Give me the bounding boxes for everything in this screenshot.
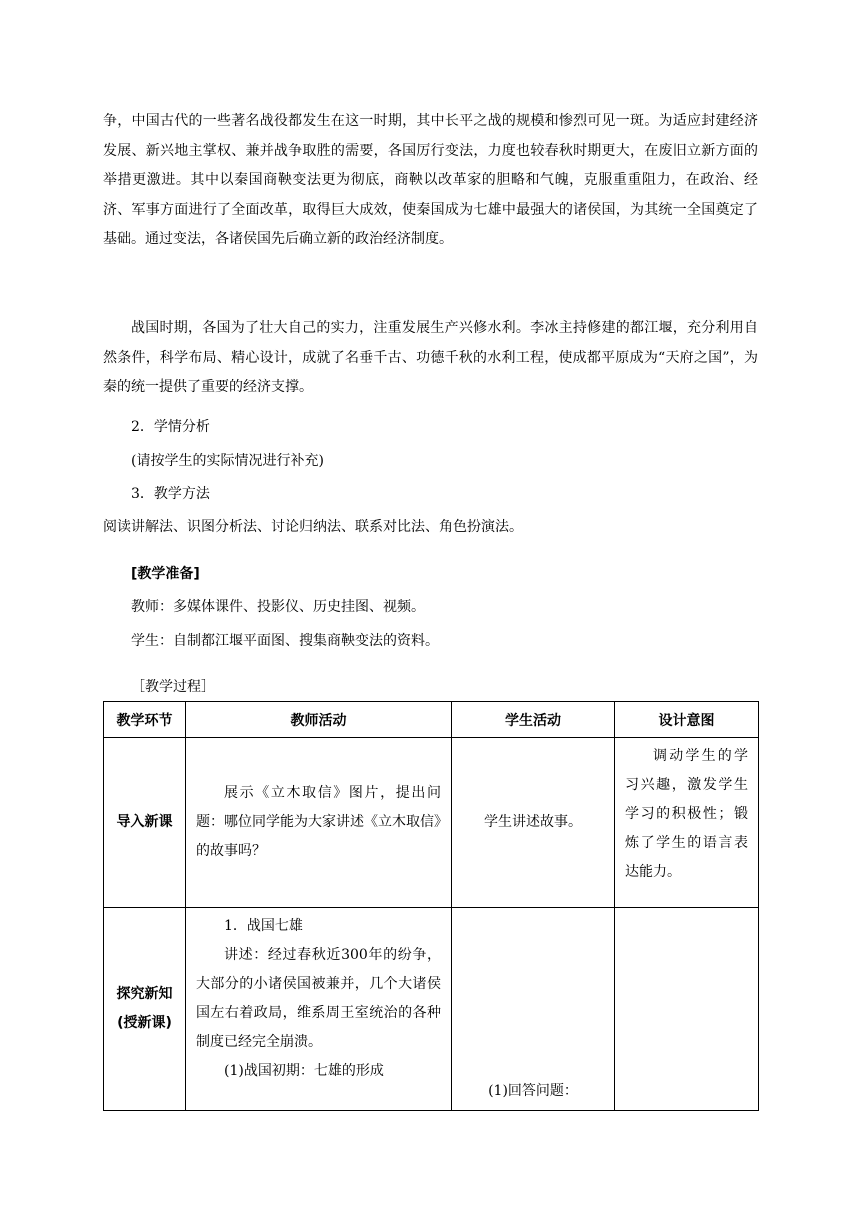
teacher-activity-new — [186, 908, 452, 1111]
prep-student: 学生：自制都江堰平面图、搜集商鞅变法的资料。 — [131, 633, 439, 649]
analysis-heading: 2．学情分析 — [131, 419, 210, 435]
prep-heading: [教学准备] — [131, 566, 200, 582]
method-text: 阅读讲解法、识图分析法、讨论归纳法、联系对比法、角色扮演法。 — [103, 519, 523, 535]
design-intent-new — [615, 908, 759, 1111]
design-intent-intro-text: 调动学生的学习兴趣，激发学生学习的积极性；锻炼了学生的语言表达能力。 — [625, 748, 748, 880]
method-heading: 3．教学方法 — [131, 486, 210, 502]
stage-new-lesson-line2: (授新课) — [117, 1015, 172, 1031]
teacher-activity-intro-text: 展示《立木取信》图片，提出问题：哪位同学能为大家讲述《立木取信》的故事吗？ — [196, 785, 441, 859]
teacher-activity-intro — [186, 738, 452, 908]
paragraph-reform: 争，中国古代的一些著名战役都发生在这一时期，其中长平之战的规模和惨烈可见一斑。为适应封建经济发展、新兴地主掌权、兼并战争取胜的需要，各国厉行变法，力度也较春秋时期更大，在废旧立新方面的举措更激进。其中以秦国商鞅变法更为彻底，商鞅以改革家的胆略和气魄，克服重重阻力，在政治、经济、军事方面进行了全面改革，取得巨大成效，使秦国成为七雄中最强大的诸侯国，为其统一全国奠定了基础。通过变法，各诸侯国先后确立新的政治经济制度。 — [103, 113, 758, 247]
student-activity-new: (1)回答问题： — [452, 908, 615, 1111]
paragraph-dujiangyan: 战国时期，各国为了壮大自己的实力，注重发展生产兴修水利。李冰主持修建的都江堰，充分利用自然条件，科学布局、精心设计，成就了名垂千古、功德千秋的水利工程，使成都平原成为“天府之国”，为秦的统一提供了重要的经济支撑。 — [103, 320, 758, 395]
teacher-new-text: 讲述：经过春秋近300年的纷争，大部分的小诸侯国被兼并，几个大诸侯国左右着政局，维系周王室统治的各种制度已经完全崩溃。 — [196, 947, 441, 1050]
student-activity-intro: 学生讲述故事。 — [452, 738, 615, 908]
analysis-note: (请按学生的实际情况进行补充) — [131, 453, 324, 469]
stage-new-lesson — [104, 908, 186, 1111]
header-intent: 设计意图 — [615, 702, 759, 738]
design-intent-intro — [615, 738, 759, 908]
stage-intro: 导入新课 — [104, 738, 186, 908]
header-teacher: 教师活动 — [186, 702, 452, 738]
stage-new-lesson-line1: 探究新知 — [116, 986, 173, 1002]
prep-teacher: 教师：多媒体课件、投影仪、历史挂图、视频。 — [131, 599, 425, 615]
table-header-row — [104, 702, 759, 738]
teacher-new-sub: (1)战国初期：七雄的形成 — [224, 1063, 384, 1079]
lesson-table — [103, 701, 759, 1111]
process-heading: ［教学过程］ — [131, 679, 215, 695]
table-row — [104, 908, 759, 1111]
header-student: 学生活动 — [452, 702, 615, 738]
teacher-new-title: 1．战国七雄 — [224, 918, 303, 934]
header-stage: 教学环节 — [104, 702, 186, 738]
table-row — [104, 738, 759, 908]
